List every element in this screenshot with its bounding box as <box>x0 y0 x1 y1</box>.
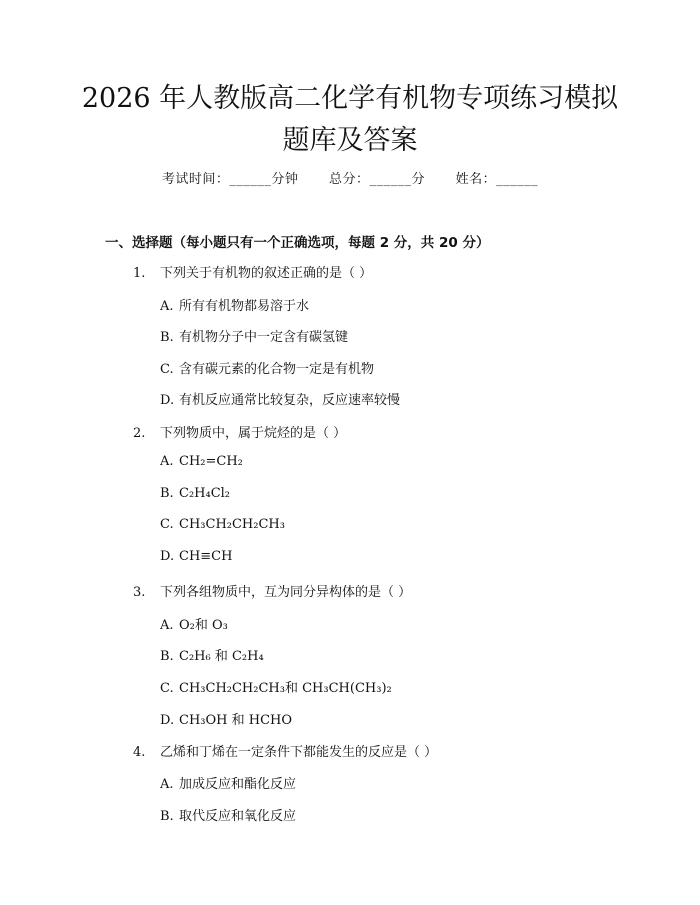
option-label: A. <box>160 454 174 469</box>
name-blank: ______ <box>496 172 539 187</box>
option-text: 含有碳元素的化合物一定是有机物 <box>179 362 375 377</box>
option-label: B. <box>160 486 174 501</box>
time-unit: 分钟 <box>271 172 299 187</box>
question-3 <box>133 581 411 600</box>
time-label: 考试时间： <box>161 172 230 187</box>
option-4b <box>160 805 296 824</box>
option-1b <box>160 326 348 345</box>
name-label: 姓名： <box>455 172 497 187</box>
score-unit: 分 <box>411 172 426 187</box>
option-text: CH≡CH <box>179 549 233 564</box>
option-label: C. <box>160 681 174 696</box>
score-blank: ______ <box>369 172 412 187</box>
option-4a <box>160 773 296 792</box>
option-text: CH₂=CH₂ <box>179 454 243 469</box>
option-text: 加成反应和酯化反应 <box>179 777 297 792</box>
option-text: C₂H₆ 和 C₂H₄ <box>179 649 264 664</box>
option-label: A. <box>160 618 174 633</box>
question-number: 4. <box>133 745 146 760</box>
option-label: B. <box>160 809 174 824</box>
question-number: 2. <box>133 426 146 441</box>
page-title <box>60 78 640 162</box>
option-label: C. <box>160 362 174 377</box>
option-2d <box>160 549 232 564</box>
option-text: 有机物分子中一定含有碳氢键 <box>179 330 349 345</box>
option-2c <box>160 517 285 532</box>
option-text: CH₃CH₂CH₂CH₃和 CH₃CH(CH₃)₂ <box>179 681 392 696</box>
option-text: C₂H₄Cl₂ <box>179 486 231 501</box>
question-text: 下列物质中，属于烷烃的是（ ） <box>160 426 347 441</box>
option-text: O₂和 O₃ <box>179 618 228 633</box>
title-line-1: 2026 年人教版高二化学有机物专项练习模拟 <box>81 83 619 114</box>
option-3a <box>160 614 228 633</box>
option-3b <box>160 645 264 664</box>
option-1c <box>160 358 374 377</box>
option-1d <box>160 389 400 408</box>
option-3c <box>160 677 392 696</box>
question-text: 下列各组物质中，互为同分异构体的是（ ） <box>160 585 412 600</box>
question-number: 1. <box>133 266 146 281</box>
option-label: B. <box>160 649 174 664</box>
question-4 <box>133 741 437 760</box>
option-text: CH₃CH₂CH₂CH₃ <box>179 517 285 532</box>
question-number: 3. <box>133 585 146 600</box>
section-title: 一、选择题（每小题只有一个正确选项，每题 2 分，共 20 分） <box>105 235 490 251</box>
option-label: C. <box>160 517 174 532</box>
exam-info-line <box>0 168 700 187</box>
option-1a <box>160 295 309 314</box>
question-2 <box>133 422 346 441</box>
question-1 <box>133 262 372 281</box>
option-2a <box>160 454 243 469</box>
option-label: A. <box>160 299 174 314</box>
option-label: D. <box>160 713 175 728</box>
option-text: 取代反应和氧化反应 <box>179 809 297 824</box>
option-3d <box>160 709 292 728</box>
time-blank: ______ <box>229 172 272 187</box>
option-2b <box>160 486 230 501</box>
option-label: B. <box>160 330 174 345</box>
option-text: 有机反应通常比较复杂，反应速率较慢 <box>179 393 401 408</box>
option-label: D. <box>160 549 175 564</box>
question-text: 下列关于有机物的叙述正确的是（ ） <box>160 266 373 281</box>
question-text: 乙烯和丁烯在一定条件下都能发生的反应是（ ） <box>160 745 438 760</box>
option-label: D. <box>160 393 175 408</box>
option-text: CH₃OH 和 HCHO <box>179 713 293 728</box>
option-text: 所有有机物都易溶于水 <box>179 299 310 314</box>
option-label: A. <box>160 777 174 792</box>
score-label: 总分： <box>328 172 370 187</box>
title-line-2: 题库及答案 <box>282 125 418 156</box>
